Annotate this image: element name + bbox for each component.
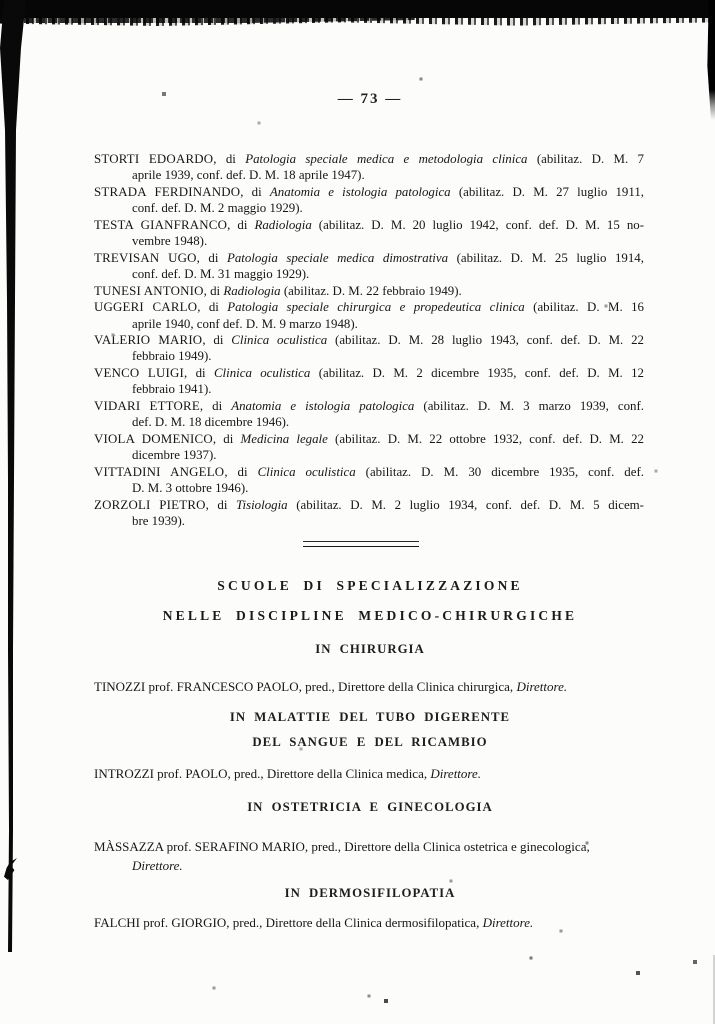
entry-discipline: Patologia speciale chirurgica e propedeutica clinica	[227, 300, 525, 315]
spec-entry-line: MÀSSAZZA prof. SERAFINO MARIO, pred., Direttore della Clinica ostetrica e ginecologica,	[94, 839, 590, 854]
professor-name: VENCO LUIGI	[94, 365, 185, 380]
entry-line-continued: conf. def. D. M. 2 maggio 1929).	[132, 201, 303, 216]
professor-name: STORTI EDOARDO	[94, 152, 214, 166]
entry-line	[94, 299, 644, 315]
list-entry	[94, 184, 644, 217]
entry-details: (abilitaz. D. M. 25 luglio 1914,	[448, 250, 644, 265]
entry-line	[94, 464, 644, 480]
list-entry	[94, 217, 644, 250]
section-title-line1: SCUOLE DI SPECIALIZZAZIONE	[217, 578, 523, 593]
entry-details: (abilitaz. D. M. 22 ottobre 1932, conf. def. D. M. 22	[327, 431, 644, 446]
entry-details: (abilitaz. D. M. 16	[524, 300, 644, 315]
entry-connector: , di	[196, 250, 227, 265]
entry-details: (abilitaz. D. M. 2 dicembre 1935, conf. def. D. M. 12	[310, 365, 644, 380]
professor-name: TREVISAN UGO	[94, 250, 197, 265]
entry-discipline: Anatomia e istologia patologica	[231, 398, 415, 413]
list-entry	[94, 464, 644, 497]
section-divider-rule	[303, 541, 419, 547]
subsection-heading-ostetricia: IN OSTETRICIA E GINECOLOGIA	[247, 800, 493, 814]
professor-name: VIDARI ETTORE	[94, 398, 200, 413]
entry-line-continued: bre 1939).	[132, 513, 185, 528]
entry-connector: , di	[203, 283, 224, 298]
entry-discipline: Clinica oculistica	[257, 464, 356, 479]
entry-discipline: Patologia speciale medica e metodologia clinica	[245, 152, 528, 166]
entry-connector: , di	[224, 464, 258, 479]
spec-entry	[94, 764, 654, 783]
subsection-heading-dermosifilopatia: IN DERMOSIFILOPATIA	[284, 886, 456, 900]
list-entry	[94, 497, 644, 530]
section-title-line2: NELLE DISCIPLINE MEDICO-CHIRURGICHE	[162, 608, 578, 623]
professor-name: VALERIO MARIO	[94, 332, 203, 347]
entry-discipline: Radiologia	[223, 283, 281, 298]
entry-connector: , di	[205, 497, 237, 512]
spec-entry-lead: INTROZZI prof. PAOLO, pred., Direttore della Clinica medica,	[94, 766, 431, 781]
entry-line	[94, 431, 644, 447]
list-entry	[94, 151, 644, 184]
list-entry	[94, 283, 644, 299]
entry-line-continued: febbraio 1941).	[132, 382, 212, 397]
entry-discipline: Clinica oculistica	[213, 365, 311, 380]
spec-entry	[94, 913, 654, 932]
entry-details: (abilitaz. D. M. 7	[527, 152, 644, 166]
entry-discipline: Radiologia	[254, 217, 312, 232]
entry-line	[94, 151, 644, 167]
subsection-heading-tubo-digerente: IN MALATTIE DEL TUBO DIGERENTE	[229, 710, 511, 724]
entry-line-continued: aprile 1939, conf. def. D. M. 18 aprile 1947).	[132, 168, 365, 183]
entry-details: (abilitaz. D. M. 30 dicembre 1935, conf. def.	[355, 464, 644, 479]
entry-line-continued: aprile 1940, conf def. D. M. 9 marzo 1948).	[132, 316, 358, 331]
scan-edge-left	[0, 0, 30, 952]
entry-discipline: Tisiologia	[236, 497, 288, 512]
entry-line-continued: febbraio 1949).	[132, 349, 212, 364]
entry-details: (abilitaz. D. M. 22 febbraio 1949).	[280, 283, 462, 298]
entry-line	[94, 283, 644, 299]
entry-details: (abilitaz. D. M. 3 marzo 1939, conf.	[414, 398, 644, 413]
entry-discipline: Medicina legale	[240, 431, 328, 446]
page-number: — 73 —	[337, 91, 403, 107]
entry-line-continued: conf. def. D. M. 31 maggio 1929).	[132, 267, 310, 282]
professors-list	[94, 151, 644, 529]
scan-edge-top	[0, 0, 715, 18]
list-entry	[94, 332, 644, 365]
entry-connector: , di	[227, 217, 255, 232]
professor-name: TUNESI ANTONIO	[94, 283, 204, 298]
spec-entry-role: Direttore.	[430, 766, 482, 781]
spec-entry-lead: FALCHI prof. GIORGIO, pred., Direttore della Clinica dermosifilopatica,	[94, 915, 483, 930]
list-entry	[94, 250, 644, 283]
entry-line	[94, 332, 644, 348]
spec-entry	[94, 677, 654, 696]
spec-entry-role: Direttore.	[132, 858, 183, 873]
entry-line	[94, 217, 644, 233]
entry-connector: , di	[197, 300, 228, 315]
entry-connector: , di	[240, 184, 270, 199]
entry-discipline: Anatomia e istologia patologica	[269, 184, 451, 199]
entry-details: (abilitaz. D. M. 28 luglio 1943, conf. def. D. M. 22	[327, 332, 644, 347]
spec-entry-role: Direttore.	[482, 915, 534, 930]
entry-connector: , di	[199, 398, 232, 413]
entry-details: (abilitaz. D. M. 2 luglio 1934, conf. def. D. M. 5 dicem-	[287, 497, 644, 512]
entry-discipline: Patologia speciale medica dimostrativa	[226, 250, 449, 265]
entry-line	[94, 398, 644, 414]
entry-connector: , di	[202, 332, 232, 347]
spec-entry	[94, 837, 654, 875]
entry-connector: , di	[212, 431, 241, 446]
professor-name: TESTA GIANFRANCO	[94, 217, 228, 232]
entry-line-continued: def. D. M. 18 dicembre 1946).	[132, 415, 290, 430]
entry-discipline: Clinica oculistica	[231, 332, 328, 347]
entry-line	[94, 184, 644, 200]
entry-line-continued: D. M. 3 ottobre 1946).	[132, 481, 249, 496]
list-entry	[94, 431, 644, 464]
list-entry	[94, 299, 644, 332]
entry-details: (abilitaz. D. M. 20 luglio 1942, conf. def. D. M. 15 no-	[311, 217, 645, 232]
list-entry	[94, 398, 644, 431]
entry-line	[94, 365, 644, 381]
professor-name: VIOLA DOMENICO	[94, 431, 213, 446]
professor-name: STRADA FERDINANDO	[94, 184, 241, 199]
entry-line	[94, 497, 644, 513]
spec-entry-line-continued	[94, 856, 654, 875]
entry-line-continued: dicembre 1937).	[132, 448, 217, 463]
subsection-heading-chirurgia: IN CHIRURGIA	[315, 642, 425, 656]
entry-connector: , di	[213, 152, 246, 166]
entry-connector: , di	[184, 365, 214, 380]
entry-details: (abilitaz. D. M. 27 luglio 1911,	[450, 184, 644, 199]
subsection-heading-sangue-ricambio: DEL SANGUE E DEL RICAMBIO	[252, 735, 488, 749]
entry-line	[94, 250, 644, 266]
professor-name: UGGERI CARLO	[94, 300, 198, 315]
professor-name: VITTADINI ANGELO	[94, 464, 225, 479]
spec-entry-role: Direttore.	[516, 679, 568, 694]
spec-entry-lead: TINOZZI prof. FRANCESCO PAOLO, pred., Direttore della Clinica chirurgica,	[94, 679, 517, 694]
list-entry	[94, 365, 644, 398]
entry-line-continued: vembre 1948).	[132, 234, 208, 249]
professor-name: ZORZOLI PIETRO	[94, 497, 206, 512]
